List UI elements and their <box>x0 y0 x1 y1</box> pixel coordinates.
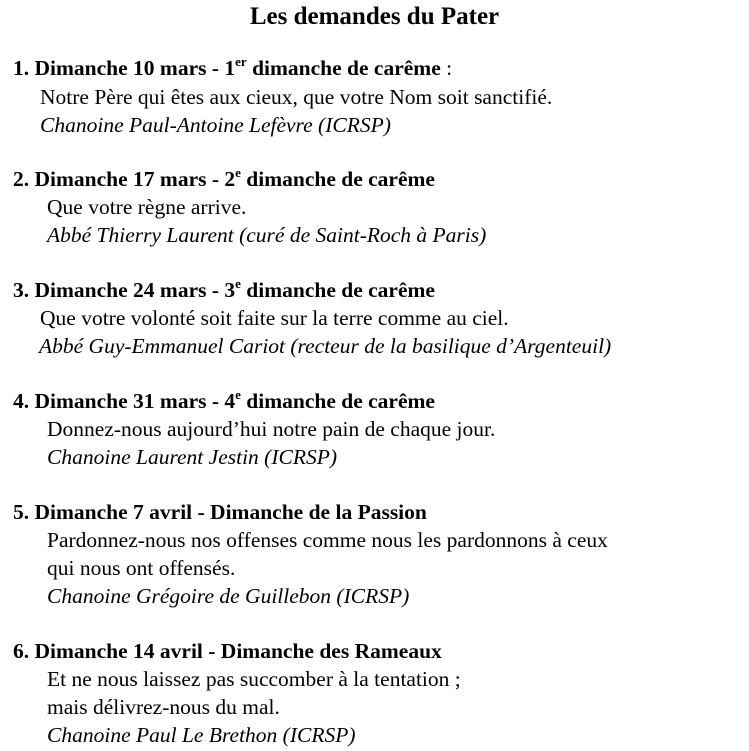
entry-heading <box>13 56 452 80</box>
entry-number: 5. <box>13 500 30 524</box>
entry-number: 1. <box>13 56 30 80</box>
entry-author: Abbé Thierry Laurent (curé de Saint-Roch à Paris) <box>47 223 487 247</box>
entry-heading <box>13 639 442 663</box>
petition-line: Que votre règne arrive. <box>47 195 247 219</box>
entry-occasion: dimanche de carême <box>240 389 435 413</box>
entry-occasion: dimanche de carême <box>240 167 435 191</box>
entry-author: Chanoine Grégoire de Guillebon (ICRSP) <box>47 584 410 608</box>
entry-date: Dimanche 14 avril - Dimanche des Rameaux <box>34 639 442 663</box>
entry-heading <box>13 167 435 191</box>
entry-number: 4. <box>13 389 30 413</box>
entry-date: Dimanche 7 avril - Dimanche de la Passion <box>34 500 427 524</box>
entry-date: Dimanche 31 mars - 4 <box>34 389 236 413</box>
ordinal-suffix: e <box>235 165 241 180</box>
entry-number: 3. <box>13 278 30 302</box>
entry-author: Chanoine Paul Le Brethon (ICRSP) <box>47 723 356 747</box>
entry-heading <box>13 278 435 302</box>
petition-line: Donnez-nous aujourd’hui notre pain de chaque jour. <box>47 417 496 441</box>
ordinal-suffix: e <box>235 276 241 291</box>
petition-line: Notre Père qui êtes aux cieux, que votre Nom soit sanctifié. <box>40 85 553 109</box>
entry-number: 6. <box>13 639 30 663</box>
entry-date: Dimanche 17 mars - 2 <box>34 167 236 191</box>
petition-line: mais délivrez-nous du mal. <box>47 695 280 719</box>
entry-occasion: dimanche de carême <box>240 278 435 302</box>
entry-author: Abbé Guy-Emmanuel Cariot (recteur de la basilique d’Argenteuil) <box>39 334 612 358</box>
entry-occasion: dimanche de carême <box>246 56 441 80</box>
ordinal-suffix: e <box>235 387 241 402</box>
petition-line: Que votre volonté soit faite sur la terre comme au ciel. <box>40 306 509 330</box>
entry-date: Dimanche 10 mars - 1 <box>34 56 236 80</box>
petition-line: qui nous ont offensés. <box>47 556 236 580</box>
entry-author: Chanoine Laurent Jestin (ICRSP) <box>47 445 338 469</box>
entry-author: Chanoine Paul-Antoine Lefèvre (ICRSP) <box>40 113 391 137</box>
entry-heading <box>13 500 427 524</box>
page-title: Les demandes du Pater <box>249 3 500 30</box>
entry-colon: : <box>440 56 453 80</box>
ordinal-suffix: er <box>235 54 247 69</box>
entry-number: 2. <box>13 167 30 191</box>
petition-line: Pardonnez-nous nos offenses comme nous les pardonnons à ceux <box>47 528 608 552</box>
entry-heading <box>13 389 435 413</box>
petition-line: Et ne nous laissez pas succomber à la tentation ; <box>47 667 461 691</box>
entry-date: Dimanche 24 mars - 3 <box>34 278 236 302</box>
